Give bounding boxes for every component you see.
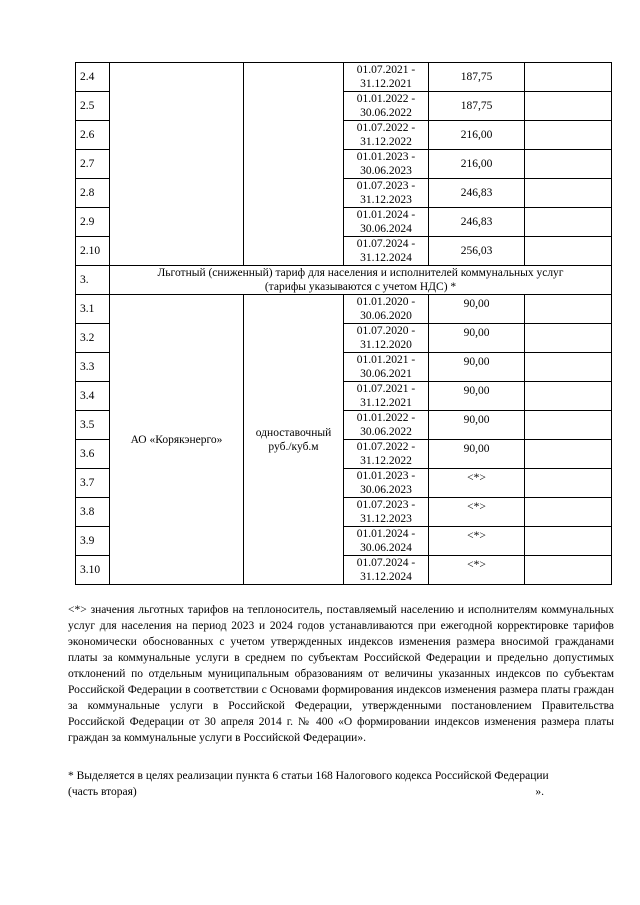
period-cell xyxy=(344,527,429,556)
row-number: 3.1 xyxy=(76,295,110,324)
organization-cell: АО «Корякэнерго» xyxy=(110,295,244,585)
tariff-type-line2: руб./куб.м xyxy=(268,440,319,453)
period-cell xyxy=(344,324,429,353)
row-number: 3.9 xyxy=(76,527,110,556)
price-cell: <*> xyxy=(429,498,525,527)
period-from: 01.07.2023 - xyxy=(356,499,416,511)
price-cell: 90,00 xyxy=(429,353,525,382)
empty-cell xyxy=(525,469,612,498)
period-cell xyxy=(344,150,429,179)
period-from: 01.07.2021 - xyxy=(356,383,416,395)
tariff-table xyxy=(75,62,612,585)
period-from: 01.01.2024 - xyxy=(356,528,416,540)
period-cell xyxy=(344,92,429,121)
period-from: 01.07.2024 - xyxy=(356,238,416,250)
period-to: 31.12.2020 xyxy=(360,339,412,351)
empty-cell xyxy=(525,527,612,556)
row-number: 2.9 xyxy=(76,208,110,237)
table-row xyxy=(76,295,612,324)
empty-cell xyxy=(525,411,612,440)
period-to: 31.12.2024 xyxy=(360,571,412,583)
period-cell xyxy=(344,498,429,527)
period-cell xyxy=(344,208,429,237)
period-to: 30.06.2022 xyxy=(360,107,412,119)
table-body-section3 xyxy=(76,295,612,585)
price-cell: 216,00 xyxy=(429,121,525,150)
price-cell: 90,00 xyxy=(429,324,525,353)
period-to: 30.06.2023 xyxy=(360,165,412,177)
period-cell xyxy=(344,440,429,469)
empty-cell xyxy=(525,498,612,527)
row-number: 3.5 xyxy=(76,411,110,440)
period-cell xyxy=(344,179,429,208)
price-cell: 256,03 xyxy=(429,237,525,266)
organization-cell-empty xyxy=(110,63,244,266)
row-number: 3.10 xyxy=(76,556,110,585)
period-cell xyxy=(344,556,429,585)
price-cell: 246,83 xyxy=(429,208,525,237)
table-body-top xyxy=(76,63,612,266)
footnote-line2-left: (часть вторая) xyxy=(68,786,137,798)
empty-cell xyxy=(525,179,612,208)
period-from: 01.01.2022 - xyxy=(356,412,416,424)
empty-cell xyxy=(525,324,612,353)
section-title-line1: Льготный (сниженный) тариф для населения и исполнителей коммунальных услуг xyxy=(157,267,564,279)
price-cell: 90,00 xyxy=(429,411,525,440)
empty-cell xyxy=(525,382,612,411)
period-from: 01.07.2022 - xyxy=(356,122,416,134)
period-from: 01.01.2023 - xyxy=(356,470,416,482)
row-number: 2.8 xyxy=(76,179,110,208)
empty-cell xyxy=(525,208,612,237)
row-number: 2.7 xyxy=(76,150,110,179)
period-to: 31.12.2023 xyxy=(360,513,412,525)
price-cell: <*> xyxy=(429,469,525,498)
period-to: 31.12.2021 xyxy=(360,397,412,409)
period-from: 01.07.2020 - xyxy=(356,325,416,337)
price-cell: <*> xyxy=(429,556,525,585)
price-cell: 90,00 xyxy=(429,440,525,469)
section-title-line2: (тарифы указываются с учетом НДС) * xyxy=(264,281,457,293)
period-from: 01.01.2021 - xyxy=(356,354,416,366)
section-title xyxy=(110,266,612,295)
section-header xyxy=(76,266,612,295)
period-to: 31.12.2023 xyxy=(360,194,412,206)
period-cell xyxy=(344,237,429,266)
period-to: 30.06.2020 xyxy=(360,310,412,322)
period-cell xyxy=(344,382,429,411)
empty-cell xyxy=(525,440,612,469)
period-to: 30.06.2024 xyxy=(360,542,412,554)
tariff-type-cell-empty xyxy=(244,63,344,266)
period-to: 30.06.2022 xyxy=(360,426,412,438)
price-cell: 187,75 xyxy=(429,63,525,92)
section-number: 3. xyxy=(76,266,110,295)
footnote-line2-right: ». xyxy=(535,786,544,798)
row-number: 2.6 xyxy=(76,121,110,150)
table-row xyxy=(76,266,612,295)
period-cell xyxy=(344,63,429,92)
row-number: 2.10 xyxy=(76,237,110,266)
table-row xyxy=(76,63,612,92)
period-cell xyxy=(344,295,429,324)
row-number: 3.6 xyxy=(76,440,110,469)
period-from: 01.07.2022 - xyxy=(356,441,416,453)
period-cell xyxy=(344,121,429,150)
empty-cell xyxy=(525,295,612,324)
period-cell xyxy=(344,411,429,440)
row-number: 2.4 xyxy=(76,63,110,92)
price-cell: 187,75 xyxy=(429,92,525,121)
period-from: 01.01.2024 - xyxy=(356,209,416,221)
empty-cell xyxy=(525,353,612,382)
row-number: 3.2 xyxy=(76,324,110,353)
empty-cell xyxy=(525,121,612,150)
period-from: 01.07.2023 - xyxy=(356,180,416,192)
price-cell: 216,00 xyxy=(429,150,525,179)
period-from: 01.07.2021 - xyxy=(356,64,416,76)
empty-cell xyxy=(525,63,612,92)
price-cell: 90,00 xyxy=(429,382,525,411)
row-number: 2.5 xyxy=(76,92,110,121)
price-cell: 90,00 xyxy=(429,295,525,324)
tariff-type-line1: одноставочный xyxy=(255,426,332,439)
row-number: 3.8 xyxy=(76,498,110,527)
period-from: 01.01.2020 - xyxy=(356,296,416,308)
period-from: 01.01.2023 - xyxy=(356,151,416,163)
period-to: 31.12.2024 xyxy=(360,252,412,264)
row-number: 3.3 xyxy=(76,353,110,382)
footnote xyxy=(68,768,614,800)
empty-cell xyxy=(525,556,612,585)
period-cell xyxy=(344,469,429,498)
period-from: 01.07.2024 - xyxy=(356,557,416,569)
note-text: <*> значения льготных тарифов на теплоноситель, поставляемый населению и исполнителям коммунальных услуг для населения на период 2023 и 2024 годов устанавливаются при ежегодной корректировке тарифов экономически обоснованных с учетом утвержденных индексов изменения размера вносимой гражданами платы за коммунальные услуги в среднем по субъектам Российской Федерации и предельно допустимых отклонений по отдельным муниципальным образованиям от величины указанных индексов по субъектам Российской Федерации в соответствии с Основами формирования индексов изменения размера платы граждан за коммунальные услуги в Российской Федерации, утвержденными постановлением Правительства Российской Федерации от 30 апреля 2014 г. № 400 «О формировании индексов изменения размера платы граждан за коммунальные услуги в Российской Федерации». xyxy=(68,604,614,744)
tariff-type-cell xyxy=(244,295,344,585)
period-cell xyxy=(344,353,429,382)
period-to: 30.06.2024 xyxy=(360,223,412,235)
period-to: 31.12.2021 xyxy=(360,78,412,90)
row-number: 3.4 xyxy=(76,382,110,411)
empty-cell xyxy=(525,237,612,266)
price-cell: <*> xyxy=(429,527,525,556)
period-to: 30.06.2023 xyxy=(360,484,412,496)
price-cell: 246,83 xyxy=(429,179,525,208)
footnote-line2 xyxy=(68,784,614,800)
empty-cell xyxy=(525,92,612,121)
empty-cell xyxy=(525,150,612,179)
note-block xyxy=(68,602,614,746)
period-from: 01.01.2022 - xyxy=(356,93,416,105)
period-to: 30.06.2021 xyxy=(360,368,412,380)
period-to: 31.12.2022 xyxy=(360,455,412,467)
row-number: 3.7 xyxy=(76,469,110,498)
period-to: 31.12.2022 xyxy=(360,136,412,148)
footnote-line1: * Выделяется в целях реализации пункта 6 статьи 168 Налогового кодекса Российской Федерации xyxy=(68,770,549,782)
